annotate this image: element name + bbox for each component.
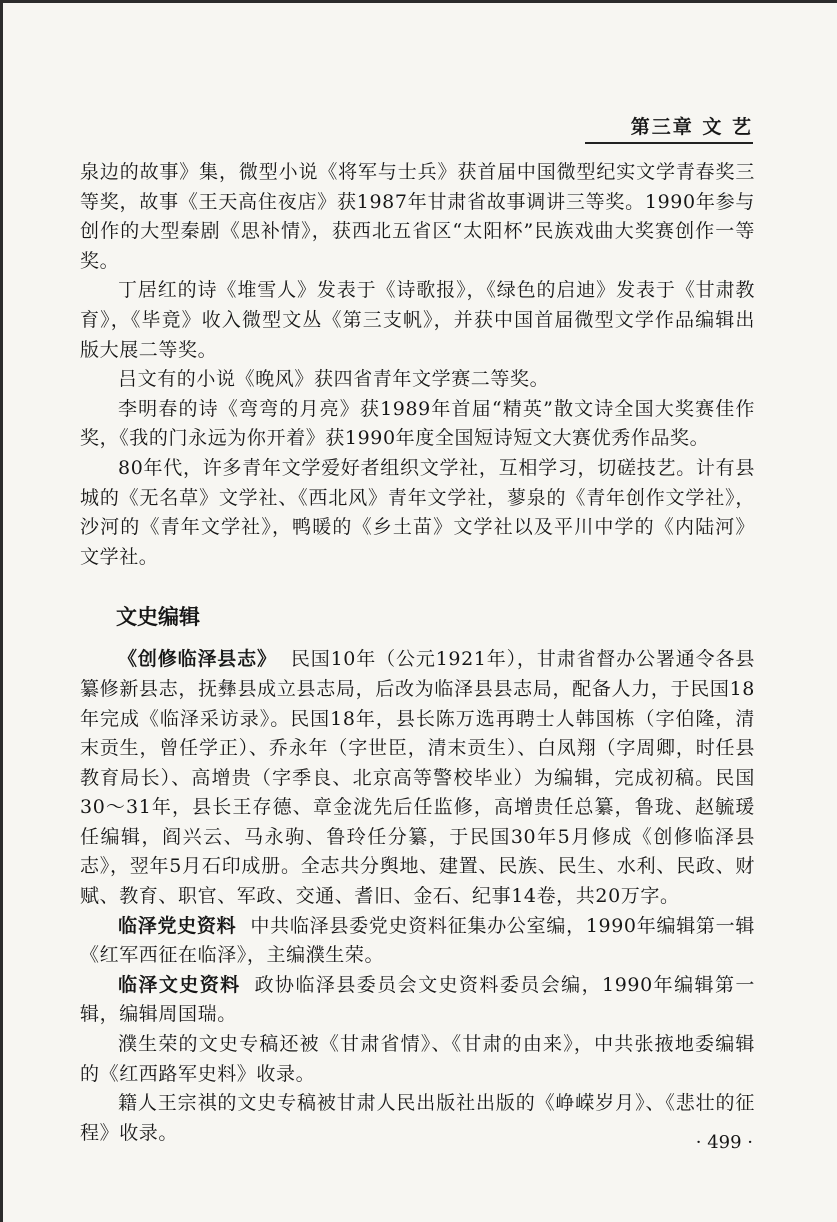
entry-text: 民国10年（公元1921年），甘肃省督办公署通令各县纂修新县志，抚彝县成立县志局，后改为临泽县县志局，配备人力，于民国18年完成《临泽采访录》。民国18年，县长陈万选再聘士人韩国栋（字伯隆，清末贡生，曾任学正）、乔永年（字世臣，清末贡生）、白凤翔（字周卿，时任县教育局长）、高增贵（字季良、北京高等警校毕业）为编辑，完成初稿。民国30～31年，县长王存德、章金泷先后任监修，高增贵任总纂，鲁珑、赵毓瑗任编辑，阎兴云、马永驹、鲁玲任分纂，于民国30年5月修成《创修临泽县志》，翌年5月石印成册。全志共分舆地、建置、民族、民生、水利、民政、财赋、教育、职官、军政、交通、耆旧、金石、纪事14卷，共20万字。	[80, 648, 755, 908]
header-rule	[585, 142, 753, 144]
paragraph: 80年代，许多青年文学爱好者组织文学社，互相学习，切磋技艺。计有县城的《无名草》文学社、《西北风》青年文学社，蓼泉的《青年创作文学社》，沙河的《青年文学社》，鸭暖的《乡土苗》文学社以及平川中学的《内陆河》文学社。	[80, 456, 755, 568]
page-number: · 499 ·	[695, 1132, 753, 1153]
paragraph: 丁居红的诗《堆雪人》发表于《诗歌报》，《绿色的启迪》发表于《甘肃教育》，《毕竟》收入微型文丛《第三支帆》，并获中国首届微型文学作品编辑出版大展二等奖。	[80, 279, 755, 361]
entry-paragraph	[80, 971, 755, 1030]
entry-paragraph	[80, 912, 755, 971]
paragraph: 籍人王宗祺的文史专稿被甘肃人民出版社出版的《峥嵘岁月》、《悲壮的征程》收录。	[80, 1092, 755, 1144]
paragraph: 濮生荣的文史专稿还被《甘肃省情》、《甘肃的由来》，中共张掖地委编辑的《红西路军史料》收录。	[80, 1033, 755, 1085]
left-edge	[0, 0, 3, 1222]
entry-text: 中共临泽县委党史资料征集办公室编，1990年编辑第一辑《红军西征在临泽》，主编濮生荣。	[80, 914, 755, 967]
entry-text: 政协临泽县委员会文史资料委员会编，1990年编辑第一辑，编辑周国瑞。	[80, 973, 755, 1026]
paragraph: 李明春的诗《弯弯的月亮》获1989年首届“精英”散文诗全国大奖赛佳作奖，《我的门永远为你开着》获1990年度全国短诗短文大赛优秀作品奖。	[80, 397, 755, 450]
running-header: 第三章 文 艺	[630, 116, 753, 138]
paragraph: 泉边的故事》集，微型小说《将军与士兵》获首届中国微型纪实文学青春奖三等奖，故事《王天高住夜店》获1987年甘肃省故事调讲三等奖。1990年参与创作的大型秦剧《思补情》，获西北五省区“太阳杯”民族戏曲大奖赛创作一等奖。	[80, 161, 755, 272]
section-heading: 文史编辑	[116, 605, 200, 630]
body-text	[80, 158, 755, 1148]
entry-term: 《创修临泽县志》	[118, 648, 277, 671]
entry-term: 临泽文史资料	[118, 973, 241, 996]
entry-term: 临泽党史资料	[118, 914, 237, 937]
entry-paragraph	[80, 645, 755, 911]
paragraph: 吕文有的小说《晚风》获四省青年文学赛二等奖。	[118, 368, 550, 391]
top-edge	[0, 0, 837, 3]
